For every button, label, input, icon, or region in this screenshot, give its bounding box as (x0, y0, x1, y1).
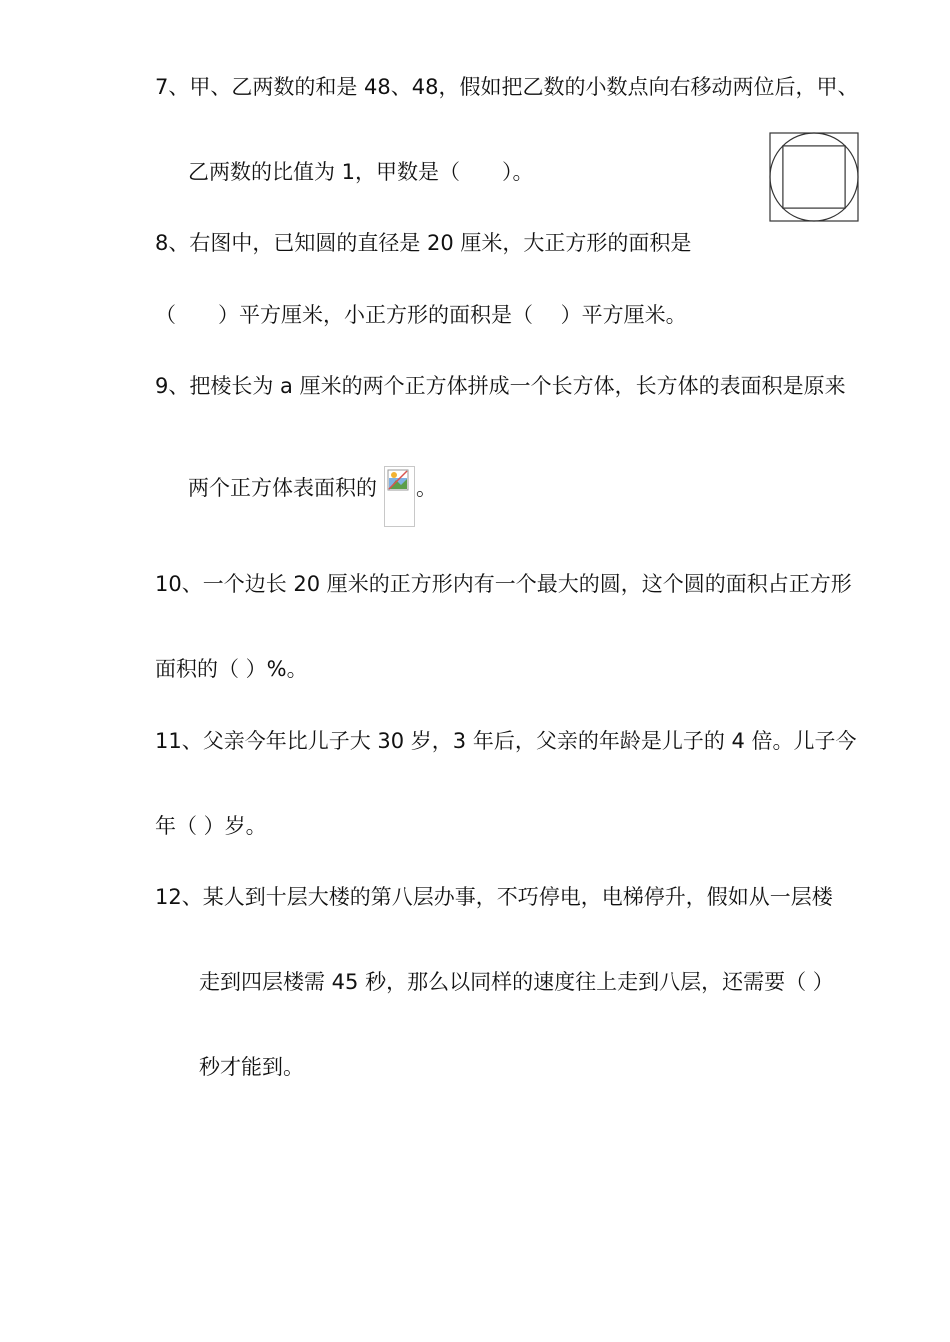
q11-line-1: 11、父亲今年比儿子大 30 岁，3 年后，父亲的年龄是儿子的 4 倍。儿子今 (155, 729, 857, 753)
q10-line-2: 面积的（ ）%。 (155, 657, 308, 681)
q11-line-2: 年（ ）岁。 (155, 814, 267, 838)
circle-square-figure (768, 131, 860, 223)
q9-line-2-before: 两个正方体表面积的 (188, 476, 377, 500)
q12-line-3: 秒才能到。 (199, 1055, 304, 1079)
q8-line-1: 8、右图中，已知圆的直径是 20 厘米，大正方形的面积是 (155, 231, 692, 255)
q9-line-1: 9、把棱长为 a 厘米的两个正方体拼成一个长方体，长方体的表面积是原来 (155, 374, 846, 398)
q12-line-1: 12、某人到十层大楼的第八层办事，不巧停电，电梯停升，假如从一层楼 (155, 885, 833, 909)
small-square (783, 146, 845, 208)
fraction-image-placeholder (384, 466, 415, 527)
q12-line-2: 走到四层楼需 45 秒，那么以同样的速度往上走到八层，还需要（ ） (199, 970, 834, 994)
q10-line-1: 10、一个边长 20 厘米的正方形内有一个最大的圆，这个圆的面积占正方形 (155, 572, 852, 596)
q7-line-2: 乙两数的比值为 1，甲数是（ ）。 (188, 160, 534, 184)
q8-line-2: （ ）平方厘米，小正方形的面积是（ ）平方厘米。 (155, 303, 687, 327)
broken-image-icon (387, 469, 409, 491)
q7-line-1: 7、甲、乙两数的和是 48、48，假如把乙数的小数点向右移动两位后，甲、 (155, 75, 859, 99)
q9-line-2-after: 。 (416, 476, 437, 500)
